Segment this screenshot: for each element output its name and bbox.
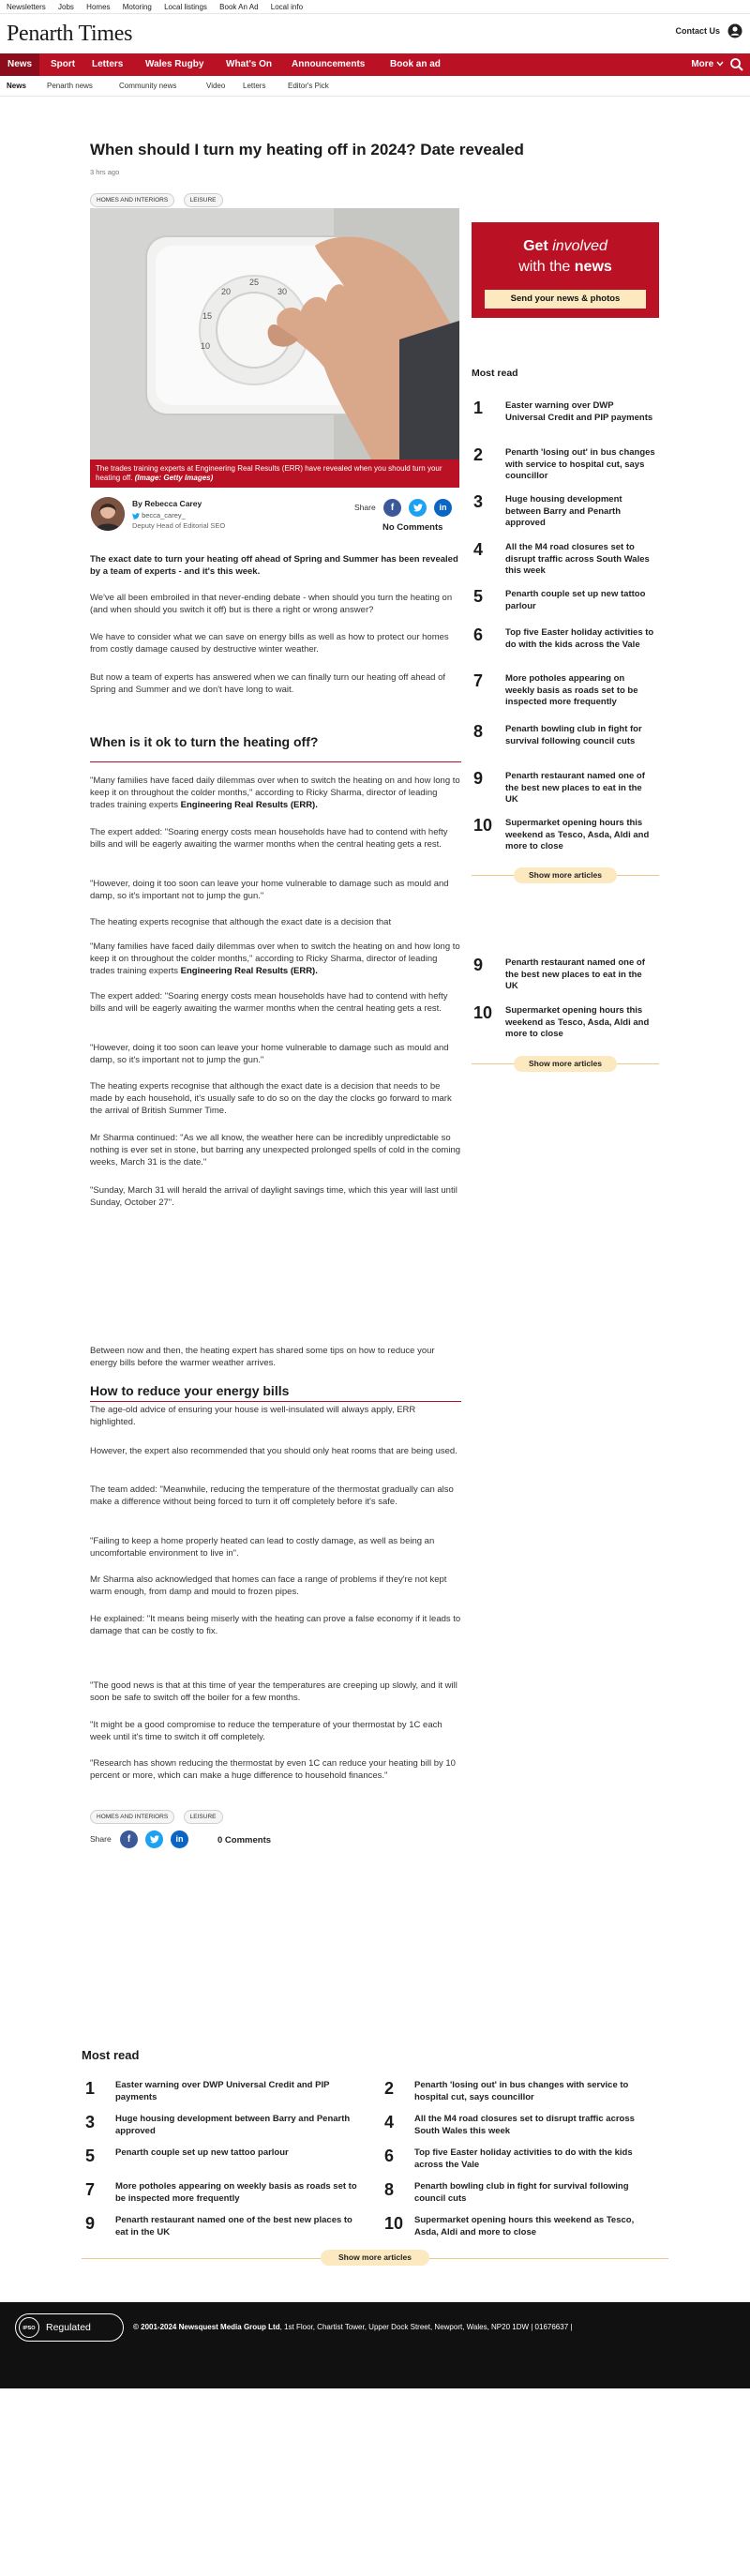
err-link[interactable]: Engineering Real Results (ERR).: [180, 800, 318, 810]
most-read-number: 10: [384, 2214, 404, 2233]
quote-text: "Many families have faced daily dilemmas over when to switch the heating on and how long to keep it on throughout the colder months," according to Ricky Sharma, director of leading trades training experts: [90, 776, 460, 810]
svg-text:30: 30: [278, 287, 288, 296]
promo-involved: involved: [552, 238, 608, 254]
linkedin-share-button[interactable]: [434, 499, 452, 517]
main-nav: [0, 53, 750, 76]
quote-text: "Many families have faced daily dilemmas over when to switch the heating on and how long to keep it on throughout the colder months," according to Ricky Sharma, director of leading trades training experts: [90, 942, 460, 976]
most-read-title: Most read: [472, 368, 518, 379]
comments-link[interactable]: No Comments: [382, 522, 443, 533]
article-paragraph: "Sunday, March 31 will herald the arrival of daylight savings time, which this year will last until Sunday, October 27".: [90, 1185, 458, 1208]
section-divider: [90, 761, 461, 762]
most-read-number: 9: [473, 769, 484, 788]
nav-item-sport[interactable]: Sport: [51, 59, 76, 69]
most-read-number: 2: [473, 445, 484, 464]
most-read-number: 4: [473, 540, 484, 559]
most-read-link[interactable]: Easter warning over DWP Universal Credit and PIP payments: [115, 2080, 330, 2102]
show-more-articles-button[interactable]: Show more articles: [514, 1056, 617, 1072]
utility-link-motoring[interactable]: Motoring: [122, 3, 152, 11]
most-read-link[interactable]: All the M4 road closures set to disrupt traffic across South Wales this week: [505, 542, 650, 576]
article-lead: The exact date to turn your heating off ahead of Spring and Summer has been revealed by a team of experts - and it's this week.: [90, 554, 458, 577]
article-paragraph: However, the expert also recommended that you should only heat rooms that are being used.: [90, 1446, 458, 1456]
article-headline: When should I turn my heating off in 2024? Date revealed: [90, 141, 524, 158]
article-paragraph: Mr Sharma continued: "As we all know, the weather here can be incredibly unpredictable so nothing is ever set in stone, but barring any unexpected prolonged spells of cold in the coming weeks, March 31 is the date.": [90, 1133, 461, 1167]
author-role: Deputy Head of Editorial SEO: [132, 521, 226, 530]
share-label: Share: [354, 503, 376, 512]
tag-leisure[interactable]: LEISURE: [184, 193, 223, 207]
most-read-link[interactable]: Penarth restaurant named one of the best new places to eat in the UK: [115, 2215, 352, 2237]
article-paragraph: He explained: "It means being miserly with the heating can prove a false economy if it leads to damage that can be costly to fix.: [90, 1614, 461, 1636]
nav-item-letters[interactable]: Letters: [92, 59, 124, 69]
most-read-number: 8: [384, 2180, 395, 2199]
promo-get: Get: [523, 238, 548, 254]
most-read-number: 2: [384, 2079, 395, 2098]
nav-more-label: More: [691, 59, 714, 69]
most-read-link[interactable]: Huge housing development between Barry and Penarth approved: [505, 494, 622, 528]
most-read-link[interactable]: Supermarket opening hours this weekend as Tesco, Asda, Aldi and more to close: [414, 2215, 635, 2237]
err-link[interactable]: Engineering Real Results (ERR).: [180, 966, 318, 976]
most-read-number: 1: [85, 2079, 96, 2098]
promo-with-the: with the: [518, 259, 571, 275]
utility-link-local-listings[interactable]: Local listings: [164, 3, 207, 11]
section-heading: When is it ok to turn the heating off?: [90, 734, 319, 749]
utility-links: [7, 3, 313, 11]
most-read-link[interactable]: All the M4 road closures set to disrupt traffic across South Wales this week: [414, 2114, 635, 2136]
subnav-item-community-news[interactable]: Community news: [119, 82, 177, 90]
most-read-number: 5: [473, 587, 484, 606]
most-read-number: 3: [85, 2113, 96, 2132]
twitter-icon: [413, 504, 423, 512]
most-read-number: 9: [85, 2214, 96, 2233]
tag-leisure[interactable]: LEISURE: [184, 1810, 223, 1824]
facebook-share-button[interactable]: [120, 1830, 138, 1848]
show-more-articles-button[interactable]: Show more articles: [514, 867, 617, 883]
article-paragraph: But now a team of experts has answered when we can finally turn our heating off ahead of Spring and Summer and we don't have long to wait.: [90, 672, 446, 695]
linkedin-icon: in: [175, 1834, 184, 1844]
thermostat-photo: [90, 208, 459, 459]
article-paragraph: Mr Sharma also acknowledged that homes can face a range of problems if they're not kept warm enough, from damp and mould to frozen pipes.: [90, 1574, 447, 1597]
promo-line-1: [472, 238, 659, 255]
site-footer: [0, 2302, 750, 2388]
most-read-link[interactable]: Penarth couple set up new tattoo parlour: [115, 2147, 289, 2158]
subnav-item-letters[interactable]: Letters: [243, 82, 266, 90]
most-read-link[interactable]: More potholes appearing on weekly basis as roads set to be inspected more frequently: [505, 673, 638, 707]
article-paragraph: Between now and then, the heating expert has shared some tips on how to reduce your energy bills before the warmer weather arrives.: [90, 1346, 435, 1368]
sub-nav: [0, 76, 750, 97]
most-read-link[interactable]: Penarth restaurant named one of the best new places to eat in the UK: [505, 957, 645, 991]
most-read-link[interactable]: Penarth bowling club in fight for survival following council cuts: [505, 724, 642, 746]
most-read-link[interactable]: Top five Easter holiday activities to do with the kids across the Vale: [505, 627, 654, 650]
article-paragraph: The age-old advice of ensuring your house is well-insulated will always apply, ERR highlighted.: [90, 1405, 416, 1427]
article-bottom-tags: [90, 1806, 228, 1824]
site-logo[interactable]: Penarth Times: [7, 22, 133, 46]
comments-link[interactable]: 0 Comments: [218, 1835, 272, 1845]
hero-caption: [90, 459, 459, 488]
share-label: Share: [90, 1834, 112, 1844]
most-read-link[interactable]: Supermarket opening hours this weekend as Tesco, Asda, Aldi and more to close: [505, 818, 650, 851]
contact-us-link[interactable]: Contact Us: [675, 26, 720, 36]
linkedin-share-button[interactable]: [171, 1830, 188, 1848]
article-tags: [90, 189, 228, 207]
copyright-owner: © 2001-2024 Newsquest Media Group Ltd: [133, 2323, 280, 2331]
utility-link-newsletters[interactable]: Newsletters: [7, 3, 46, 11]
subnav-item-editors-pick[interactable]: Editor's Pick: [288, 82, 329, 90]
article-paragraph: "However, doing it too soon can leave your home vulnerable to damage such as mould and damp, so it's important not to jump the gun.": [90, 879, 449, 901]
most-read-number: 8: [473, 722, 484, 741]
author-handle[interactable]: [132, 511, 186, 520]
svg-text:10: 10: [201, 341, 211, 351]
bottom-most-read-title: Most read: [82, 2048, 140, 2062]
article-paragraph: The team added: "Meanwhile, reducing the temperature of the thermostat gradually can also make a difference without being forced to turn it off completely before it's safe.: [90, 1484, 454, 1507]
article-paragraph: The expert added: "Soaring energy costs mean households have had to contend with hefty bills and will be eagerly awaiting the warmer months when the central heating gets a rest.: [90, 991, 448, 1014]
masthead: [0, 14, 750, 53]
section-heading: How to reduce your energy bills: [90, 1383, 290, 1398]
author-photo: [91, 497, 125, 531]
utility-link-local-info[interactable]: Local info: [270, 3, 304, 11]
nav-item-whats-on[interactable]: What's On: [226, 59, 273, 69]
svg-text:25: 25: [249, 278, 260, 287]
hero-caption-credit: (Image: Getty Images): [134, 474, 214, 482]
article-paragraph: The heating experts recognise that although the exact date is a decision that needs to be made by each household, it's usually safe to do so on the day the clocks go forward to mark the arrival of British Summer Time.: [90, 1081, 452, 1116]
article-paragraph: The expert added: "Soaring energy costs mean households have had to contend with hefty bills and will be eagerly awaiting the warmer months when the central heating gets a rest.: [90, 827, 448, 850]
most-read-link[interactable]: Penarth restaurant named one of the best new places to eat in the UK: [505, 771, 645, 805]
linkedin-icon: in: [439, 503, 447, 512]
promo-line-2: [472, 259, 659, 276]
utility-link-jobs[interactable]: Jobs: [58, 3, 74, 11]
most-read-number: 6: [384, 2147, 395, 2165]
most-read-link[interactable]: Supermarket opening hours this weekend as Tesco, Asda, Aldi and more to close: [505, 1005, 650, 1039]
company-address: , 1st Floor, Chartist Tower, Upper Dock Street, Newport, Wales, NP20 1DW | 01676637 |: [279, 2323, 573, 2331]
user-circle-icon[interactable]: [728, 23, 742, 38]
article-paragraph: "Research has shown reducing the thermostat by even 1C can reduce your heating bill by 10 percent or more, which can make a huge difference to household finances.": [90, 1758, 456, 1781]
most-read-link[interactable]: Penarth 'losing out' in bus changes with service to hospital cut, says councillor: [414, 2080, 629, 2102]
facebook-share-button[interactable]: [383, 499, 401, 517]
nav-item-book-an-ad[interactable]: Book an ad: [390, 59, 441, 69]
author-handle-text: becca_carey_: [142, 511, 186, 520]
svg-text:15: 15: [202, 311, 213, 321]
most-read-number: 1: [473, 399, 484, 417]
article-paragraph: "Failing to keep a home properly heated can lead to costly damage, as well as being an uncomfortable environment to live in".: [90, 1536, 435, 1559]
subnav-item-video[interactable]: Video: [206, 82, 226, 90]
most-read-link[interactable]: Penarth bowling club in fight for survival following council cuts: [414, 2181, 629, 2204]
subnav-item-penarth-news[interactable]: Penarth news: [47, 82, 93, 90]
most-read-number: 4: [384, 2113, 395, 2132]
most-read-number: 9: [473, 956, 484, 974]
tag-homes-and-interiors[interactable]: HOMES AND INTERIORS: [90, 193, 174, 207]
ipso-logo: IPSO: [19, 2317, 39, 2338]
tag-homes-and-interiors[interactable]: HOMES AND INTERIORS: [90, 1810, 174, 1824]
most-read-number: 5: [85, 2147, 96, 2165]
twitter-icon: [132, 513, 140, 520]
ipso-label: Regulated: [46, 2322, 91, 2333]
article-paragraph: "The good news is that at this time of year the temperatures are creeping up slowly, and it will soon be safe to switch off the boiler for a few months.: [90, 1680, 458, 1703]
utility-link-book-an-ad[interactable]: Book An Ad: [219, 3, 259, 11]
nav-more-button[interactable]: [691, 59, 724, 69]
copyright-text: [133, 2323, 733, 2331]
most-read-link[interactable]: Top five Easter holiday activities to do with the kids across the Vale: [414, 2147, 633, 2170]
search-icon[interactable]: [729, 57, 744, 72]
article-paragraph: We've all been embroiled in that never-ending debate - when should you turn the heating on (and when should you switch it off) but is there a right or wrong answer?: [90, 593, 453, 615]
twitter-share-button[interactable]: [145, 1830, 163, 1848]
twitter-icon: [150, 1835, 159, 1844]
ipso-regulated-badge[interactable]: [15, 2313, 124, 2342]
most-read-link[interactable]: Huge housing development between Barry and Penarth approved: [115, 2114, 351, 2136]
author-name[interactable]: By Rebecca Carey: [132, 499, 202, 508]
hero-caption-text: The trades training experts at Engineering Real Results (ERR) have revealed when you should turn your heating off.: [96, 464, 442, 482]
send-news-photos-button[interactable]: Send your news & photos: [485, 290, 646, 309]
article-paragraph: "However, doing it too soon can leave your home vulnerable to damage such as mould and damp, so it's important not to jump the gun.": [90, 1043, 449, 1065]
chevron-down-icon: [716, 61, 724, 67]
hero-image: [90, 208, 459, 488]
get-involved-promo: [472, 222, 659, 318]
nav-item-news[interactable]: News: [0, 53, 39, 76]
show-more-articles-button[interactable]: Show more articles: [321, 2250, 429, 2266]
facebook-icon: f: [127, 1834, 131, 1845]
article-paragraph: [90, 775, 461, 811]
article-paragraph: We have to consider what we can save on energy bills as well as how to protect our homes from costly damage caused by destructive winter weather.: [90, 632, 449, 655]
promo-news: news: [574, 259, 612, 275]
most-read-number: 10: [473, 816, 493, 835]
most-read-number: 7: [85, 2180, 96, 2199]
article-paragraph: The heating experts recognise that although the exact date is a decision that: [90, 917, 392, 927]
most-read-link[interactable]: Penarth couple set up new tattoo parlour: [505, 589, 646, 611]
twitter-share-button[interactable]: [409, 499, 427, 517]
svg-text:20: 20: [221, 287, 232, 296]
nav-item-announcements[interactable]: Announcements: [292, 59, 366, 69]
most-read-link[interactable]: More potholes appearing on weekly basis as roads set to be inspected more frequently: [115, 2181, 357, 2204]
section-divider: [90, 1401, 461, 1402]
most-read-number: 7: [473, 671, 484, 690]
article-paragraph: [90, 941, 461, 977]
author-avatar[interactable]: [91, 497, 125, 531]
most-read-number: 10: [473, 1003, 493, 1022]
most-read-link[interactable]: Penarth 'losing out' in bus changes with service to hospital cut, says councillor: [505, 447, 655, 481]
facebook-icon: f: [390, 503, 395, 513]
subnav-item-news[interactable]: News: [7, 82, 26, 90]
nav-item-wales-rugby[interactable]: Wales Rugby: [145, 59, 204, 69]
article-paragraph: "It might be a good compromise to reduce the temperature of your thermostat by 1C each week until it's time to switch it off completely.: [90, 1720, 442, 1742]
most-read-number: 3: [473, 492, 484, 511]
utility-bar: [0, 0, 750, 14]
article-timestamp: 3 hrs ago: [90, 168, 120, 176]
utility-link-homes[interactable]: Homes: [86, 3, 111, 11]
most-read-number: 6: [473, 625, 484, 644]
most-read-link[interactable]: Easter warning over DWP Universal Credit and PIP payments: [505, 400, 653, 423]
